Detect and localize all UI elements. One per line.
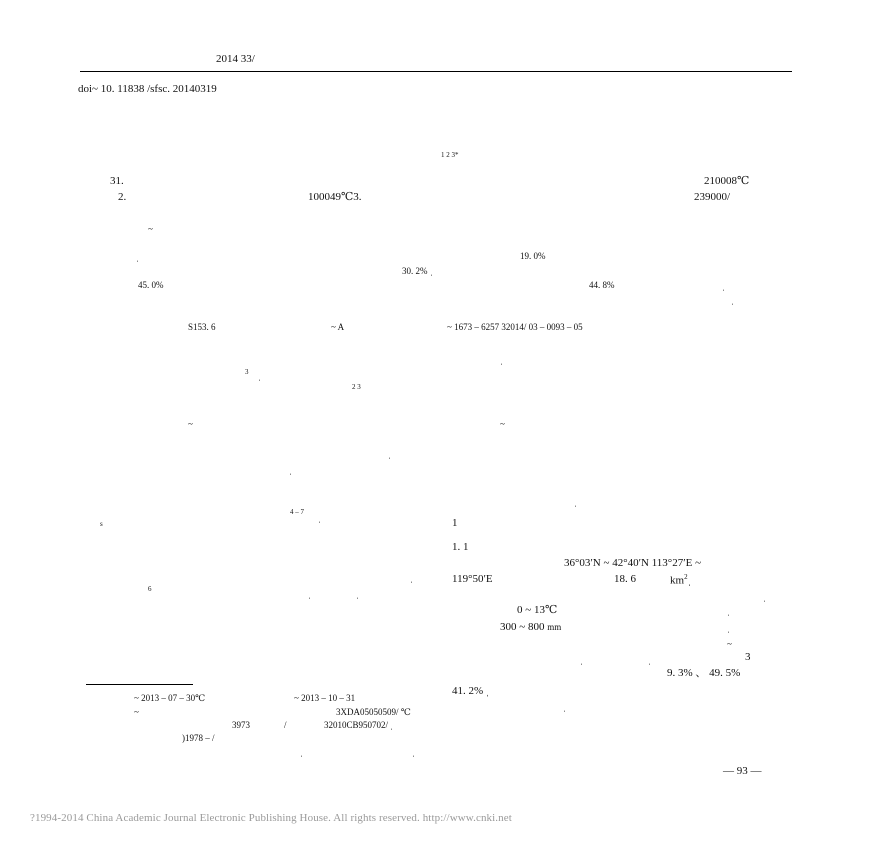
body-mark: ˌ <box>580 655 583 665</box>
percent-values: 9. 3% 、 49. 5% <box>667 667 741 679</box>
fund-3973: 3973 <box>232 720 250 730</box>
body-mark: ˌ <box>388 449 391 459</box>
body-mark: ~ <box>500 419 505 429</box>
abstract-pct-19: 19. 0% <box>520 251 546 261</box>
header-rule <box>80 71 792 72</box>
section-1-1-number: 1. 1 <box>452 541 469 553</box>
body-mark: ˌ <box>308 589 311 599</box>
area-end: ˌ <box>687 574 692 587</box>
ref-4-7: 4 – 7 <box>290 508 304 516</box>
section-1-number: 1 <box>452 517 458 529</box>
body-mark: ˌ <box>727 623 730 633</box>
footnote-mark: ˌ <box>412 747 415 757</box>
area-unit-sup: 2 <box>684 573 688 581</box>
body-mark: ˌ <box>289 465 292 475</box>
ref-6: 6 <box>148 585 152 593</box>
affiliation-2-prefix: 2. <box>118 191 127 203</box>
body-mark: ˌ <box>410 573 413 583</box>
clc-number: S153. 6 <box>188 322 216 332</box>
coordinates-2: 119°50′E <box>452 573 493 585</box>
revised-date: ~ 2013 – 10 – 31 <box>294 693 356 703</box>
document-code: ~ A <box>331 322 345 332</box>
affiliation-2-code: 239000/ <box>694 191 731 203</box>
temperature-range: 0 ~ 13℃ <box>517 604 558 616</box>
body-mark: ~ <box>188 419 193 429</box>
area-unit <box>670 574 691 587</box>
footnote-three: 3 <box>745 651 751 663</box>
coordinates: 36°03′N ~ 42°40′N 113°27′E ~ <box>564 557 702 569</box>
author-superscripts: 1 2 3* <box>441 151 459 159</box>
area-unit-text: km <box>670 574 685 587</box>
body-mark: ~ <box>727 639 732 649</box>
fund-number-2: 32010CB950702/ ˌ <box>324 720 394 730</box>
body-mark: ˌ <box>648 655 651 665</box>
footnote-rule <box>86 684 193 685</box>
body-mark: ˌ <box>356 589 359 599</box>
body-mark: ˌ <box>563 702 566 712</box>
percent-41: 41. 2% ˌ <box>452 685 490 697</box>
precip-value: 300 ~ 800 <box>500 621 545 633</box>
precip-range <box>500 622 561 633</box>
area-value: 18. 6 <box>614 573 636 585</box>
abstract-pct-45: 45. 0% <box>138 280 164 290</box>
footnote-mark: ˌ <box>300 747 303 757</box>
body-mark: ˌ <box>574 497 577 507</box>
author-birth: )1978 – / <box>182 733 215 743</box>
doi-line: doi~ 10. 11838 /sfsc. 20140319 <box>78 83 217 95</box>
body-mark: ˌ <box>318 513 321 523</box>
ref-2-3: 2 3 <box>352 383 361 391</box>
copyright-footer: ?1994-2014 China Academic Journal Electronic Publishing House. All rights reserved. http://www.cnki.net <box>30 812 512 824</box>
body-mark: ˌ <box>500 355 503 365</box>
issue-header: 2014 33/ <box>216 53 255 65</box>
footnote-slash: / <box>284 720 287 730</box>
body-mark: ˌ <box>763 592 766 602</box>
affiliation-1-code: 210008℃ <box>704 175 750 187</box>
affiliation-1-prefix: 31. <box>110 175 124 187</box>
abstract-pct-44: 44. 8% <box>589 280 615 290</box>
affiliation-2-mid: 100049℃3. <box>308 191 362 203</box>
abstract-mark-2: ˌ <box>722 281 725 291</box>
abstract-pct-30: 30. 2% ˌ <box>402 266 433 276</box>
precip-unit: mm <box>547 622 562 632</box>
fund-number-1: 3XDA05050509/ ℃ <box>336 707 411 717</box>
abstract-tilde: ~ <box>148 224 153 234</box>
article-number: ~ 1673 – 6257 32014/ 03 – 0093 – 05 <box>447 322 583 332</box>
body-mark: ˌ <box>727 606 730 616</box>
abstract-mark-3: ˌ <box>731 295 734 305</box>
ref-3: 3 <box>245 368 249 376</box>
body-s-mark: s <box>100 520 103 528</box>
abstract-mark: ˌ <box>136 252 139 262</box>
footnote-tilde: ~ <box>134 707 139 717</box>
page-number: — 93 — <box>723 765 762 777</box>
received-date: ~ 2013 – 07 – 30℃ <box>134 693 206 703</box>
body-mark: ˌ <box>258 371 261 381</box>
